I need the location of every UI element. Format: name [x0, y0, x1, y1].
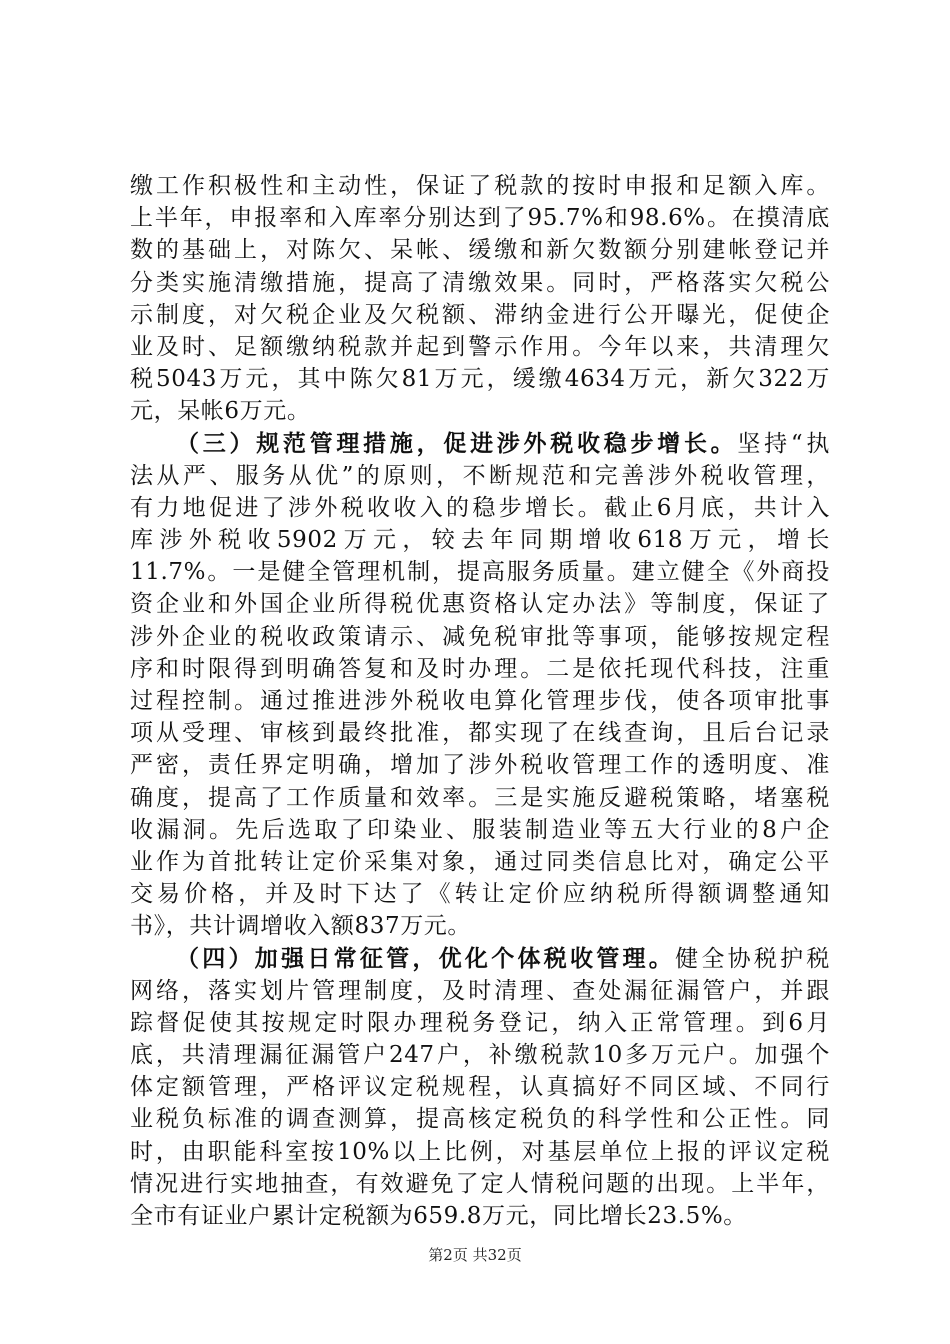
text-line: 数的基础上，对陈欠、呆帐、缓缴和新欠数额分别建帐登记并	[130, 237, 830, 264]
paragraph-first-line	[130, 943, 830, 975]
text-line: 涉外企业的税收政策请示、减免税审批等事项，能够按规定程	[130, 623, 830, 650]
text-line: 序和时限得到明确答复和及时办理。二是依托现代科技，注重	[130, 655, 830, 682]
text-fragment: 坚持“执	[737, 430, 830, 457]
text-fragment: 健全协税护税	[675, 945, 830, 972]
text-line: 11.7%。一是健全管理机制，提高服务质量。建立健全《外商投	[130, 559, 830, 586]
document-body	[130, 170, 830, 1232]
text-line: 底，共清理漏征漏管户247户，补缴税款10多万元户。加强个	[130, 1042, 830, 1069]
text-line: 业税负标准的调查测算，提高核定税负的科学性和公正性。同	[130, 1106, 830, 1133]
text-line: 网络，落实划片管理制度，及时清理、查处漏征漏管户，并跟	[130, 977, 830, 1004]
text-line: 上半年，申报率和入库率分别达到了95.7%和98.6%。在摸清底	[130, 205, 830, 232]
text-line: 时，由职能科室按10%以上比例，对基层单位上报的评议定税	[130, 1138, 830, 1165]
text-line: 收漏洞。先后选取了印染业、服装制造业等五大行业的8户企	[130, 816, 830, 843]
text-line: 缴工作积极性和主动性，保证了税款的按时申报和足额入库。	[130, 173, 830, 199]
text-line: 踪督促使其按规定时限办理税务登记，纳入正常管理。到6月	[130, 1009, 830, 1036]
text-line: 严密，责任界定明确，增加了涉外税收管理工作的透明度、准	[130, 752, 830, 779]
paragraph-first-line	[130, 428, 830, 460]
section-heading: （四）加强日常征管，优化个体税收管理。	[176, 944, 676, 972]
text-line: 体定额管理，严格评议定税规程，认真搞好不同区域、不同行	[130, 1074, 830, 1101]
text-line: 元，呆帐6万元。	[130, 398, 311, 425]
text-line: 业作为首批转让定价采集对象，通过同类信息比对，确定公平	[130, 848, 830, 875]
text-line: 情况进行实地抽查，有效避免了定人情税问题的出现。上半年，	[130, 1170, 830, 1197]
text-line: 有力地促进了涉外税收收入的稳步增长。截止6月底，共计入	[130, 494, 830, 521]
paragraph-3	[130, 943, 830, 1233]
text-line: 交易价格，并及时下达了《转让定价应纳税所得额调整通知	[130, 881, 830, 908]
text-line: 业及时、足额缴纳税款并起到警示作用。今年以来，共清理欠	[130, 333, 830, 360]
text-line: 示制度，对欠税企业及欠税额、滞纳金进行公开曝光，促使企	[130, 301, 830, 328]
paragraph-2	[130, 428, 830, 943]
section-heading: （三）规范管理措施，促进涉外税收稳步增长。	[176, 429, 738, 457]
text-line: 税5043万元，其中陈欠81万元，缓缴4634万元，新欠322万	[130, 366, 830, 393]
text-line: 项从受理、审核到最终批准，都实现了在线查询，且后台记录	[130, 720, 830, 747]
text-line: 法从严、服务从优”的原则，不断规范和完善涉外税收管理，	[130, 462, 830, 489]
text-line: 分类实施清缴措施，提高了清缴效果。同时，严格落实欠税公	[130, 269, 830, 296]
page-total: 共32页	[472, 1246, 522, 1264]
page-footer	[0, 1244, 950, 1265]
text-line: 过程控制。通过推进涉外税收电算化管理步伐，使各项审批事	[130, 688, 830, 714]
text-line: 全市有证业户累计定税额为659.8万元，同比增长23.5%。	[130, 1203, 747, 1229]
paragraph-1	[130, 170, 830, 428]
text-line: 书》，共计调增收入额837万元。	[130, 913, 471, 940]
page-number: 第2页	[428, 1246, 468, 1264]
text-line: 资企业和外国企业所得税优惠资格认定办法》等制度，保证了	[130, 591, 830, 618]
text-line: 确度，提高了工作质量和效率。三是实施反避税策略，堵塞税	[130, 784, 830, 811]
text-line: 库涉外税收5902万元，较去年同期增收618万元，增长	[130, 527, 830, 554]
